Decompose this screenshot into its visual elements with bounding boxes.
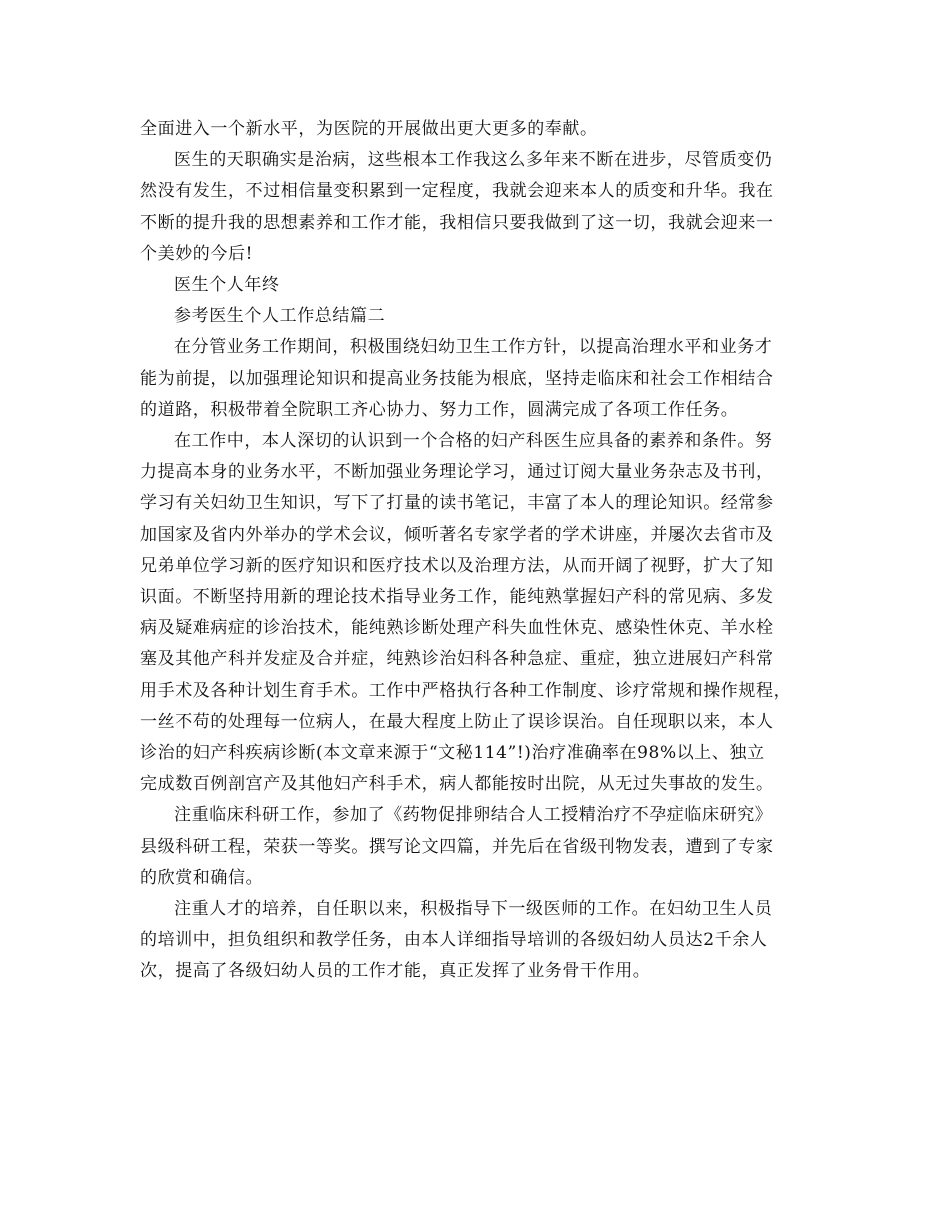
text-line: 医生个人年终 — [174, 275, 280, 296]
text-line: 县级科研工程，荣获一等奖。撰写论文四篇，并先后在省级刊物发表，遭到了专家 — [140, 836, 774, 857]
paragraph — [140, 332, 812, 426]
section-title — [140, 301, 812, 332]
text-line: 在工作中，本人深切的认识到一个合格的妇产科医生应具备的素养和条件。努 — [174, 431, 773, 452]
text-line: 医生的天职确实是治病，这些根本工作我这么多年来不断在进步，尽管质变仍 — [174, 150, 773, 171]
text-line: 兄弟单位学习新的医疗知识和医疗技术以及治理方法，从而开阔了视野，扩大了知 — [140, 555, 774, 576]
text-line: 用手术及各种计划生育手术。工作中严格执行各种工作制度、诊疗常规和操作规程， — [140, 680, 792, 701]
text-line: 力提高本身的业务水平，不断加强业务理论学习，通过订阅大量业务杂志及书刊， — [140, 462, 774, 483]
document-page — [140, 114, 812, 988]
text-line: 的欣赏和确信。 — [140, 867, 264, 888]
text-line: 在分管业务工作期间，积极围绕妇幼卫生工作方针，以提高治理水平和业务才 — [174, 337, 773, 358]
text-line: 识面。不断坚持用新的理论技术指导业务工作，能纯熟掌握妇产科的常见病、多发 — [140, 587, 774, 608]
text-line: 次，提高了各级妇幼人员的工作才能，真正发挥了业务骨干作用。 — [140, 961, 651, 982]
text-line: 诊治的妇产科疾病诊断(本文章来源于“文秘114”!)治疗准确率在98%以上、独立 — [140, 743, 765, 764]
paragraph — [140, 800, 812, 894]
text-line: 注重临床科研工作，参加了《药物促排卵结合人工授精治疗不孕症临床研究》 — [174, 805, 773, 826]
text-line: 一丝不苟的处理每一位病人，在最大程度上防止了误诊误治。自任现职以来，本人 — [140, 711, 774, 732]
text-line: 注重人才的培养，自任职以来，积极指导下一级医师的工作。在妇幼卫生人员 — [174, 899, 773, 920]
text-line: 病及疑难病症的诊治技术，能纯熟诊断处理产科失血性休克、感染性休克、羊水栓 — [140, 618, 774, 639]
section-label — [140, 270, 812, 301]
text-line: 的培训中，担负组织和教学任务，由本人详细指导培训的各级妇幼人员达2千余人 — [140, 930, 768, 951]
paragraph — [140, 114, 812, 145]
text-line: 的道路，积极带着全院职工齐心协力、努力工作，圆满完成了各项工作任务。 — [140, 399, 739, 420]
text-line: 全面进入一个新水平，为医院的开展做出更大更多的奉献。 — [140, 119, 598, 139]
text-line: 塞及其他产科并发症及合并症，纯熟诊治妇科各种急症、重症，独立进展妇产科常 — [140, 649, 774, 670]
text-line: 能为前提，以加强理论知识和提高业务技能为根底，坚持走临床和社会工作相结合 — [140, 368, 774, 389]
text-line: 参考医生个人工作总结篇二 — [174, 306, 386, 327]
text-line: 然没有发生，不过相信量变积累到一定程度，我就会迎来本人的质变和升华。我在 — [140, 181, 774, 202]
paragraph — [140, 426, 812, 800]
paragraph — [140, 145, 812, 270]
paragraph — [140, 894, 812, 988]
text-line: 个美妙的今后! — [140, 243, 254, 264]
text-line: 加国家及省内外举办的学术会议，倾听著名专家学者的学术讲座，并屡次去省市及 — [140, 524, 774, 545]
text-line: 完成数百例剖宫产及其他妇产科手术，病人都能按时出院，从无过失事故的发生。 — [140, 774, 774, 795]
text-line: 学习有关妇幼卫生知识，写下了打量的读书笔记，丰富了本人的理论知识。经常参 — [140, 493, 774, 514]
text-line: 不断的提升我的思想素养和工作才能，我相信只要我做到了这一切，我就会迎来一 — [140, 212, 774, 233]
